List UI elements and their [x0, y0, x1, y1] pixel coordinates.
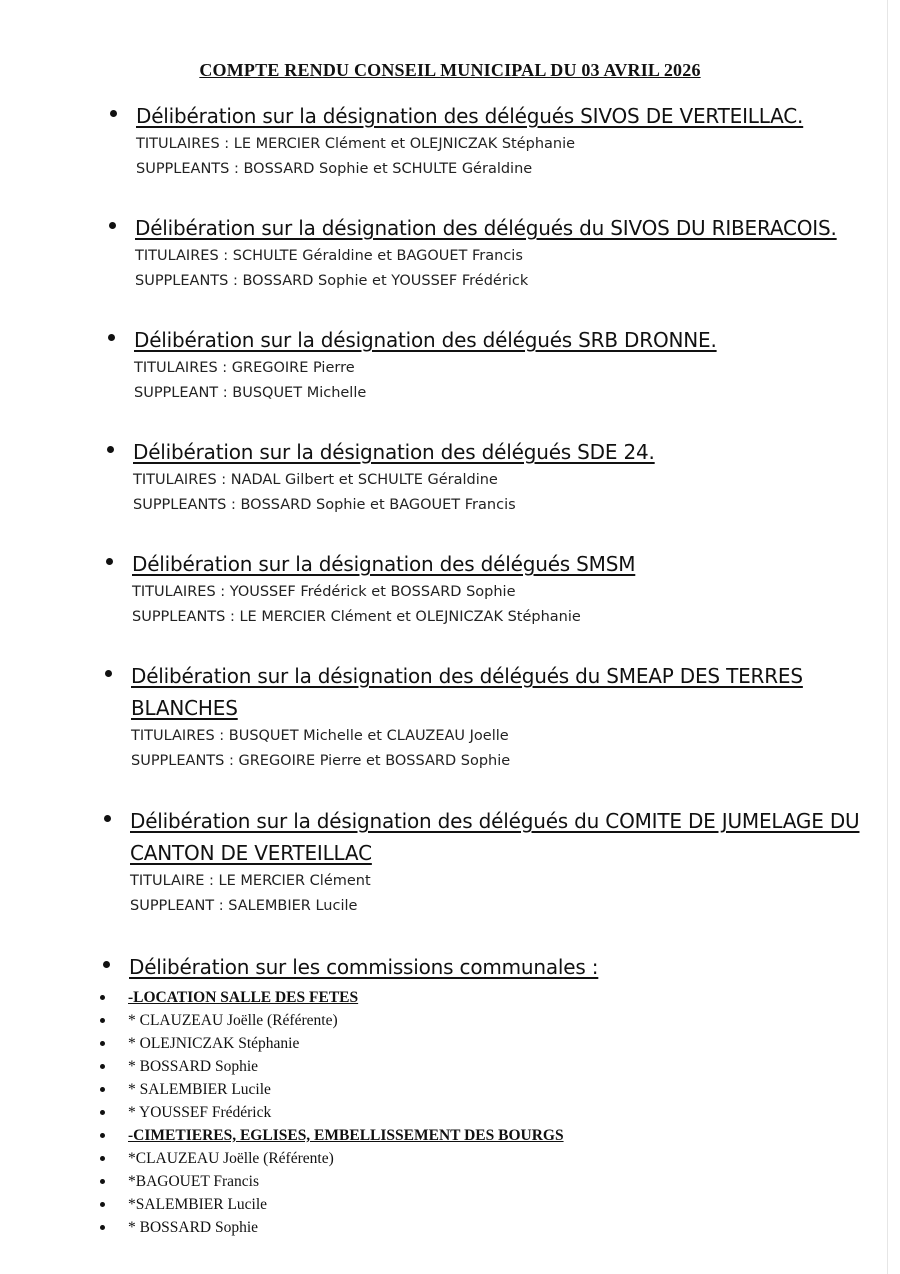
bullet-icon: [110, 110, 117, 117]
list-item: [100, 1101, 564, 1124]
section-smsm: [106, 548, 635, 630]
section-heading: Délibération sur la désignation des délégués SDE 24.: [133, 440, 655, 464]
suppleant-line: SUPPLEANT : SALEMBIER Lucile: [130, 898, 358, 914]
suppleants-line: SUPPLEANTS : GREGOIRE Pierre et BOSSARD Sophie: [131, 753, 511, 769]
page-edge-line: [887, 0, 888, 1274]
section-heading: Délibération sur la désignation des délégués du COMITE DE JUMELAGE DU: [130, 809, 860, 833]
bullet-icon: [106, 558, 113, 565]
document-title: COMPTE RENDU CONSEIL MUNICIPAL DU 03 AVRIL 2026: [199, 60, 701, 80]
member-name: *BAGOUET Francis: [128, 1173, 260, 1190]
titulaires-line: TITULAIRES : SCHULTE Géraldine et BAGOUET Francis: [135, 248, 523, 264]
section-heading-continued: BLANCHES: [131, 696, 238, 720]
list-item: [100, 1216, 564, 1239]
bullet-icon: [100, 1018, 105, 1023]
commission-title: -CIMETIERES, EGLISES, EMBELLISSEMENT DES BOURGS: [128, 1127, 564, 1144]
bullet-icon: [100, 1110, 105, 1115]
titulaires-line: TITULAIRES : GREGOIRE Pierre: [134, 360, 355, 376]
bullet-icon: [100, 1156, 105, 1161]
bullet-icon: [105, 670, 112, 677]
titulaire-line: TITULAIRE : LE MERCIER Clément: [130, 873, 371, 889]
member-name: * BOSSARD Sophie: [128, 1058, 259, 1075]
bullet-icon: [109, 222, 116, 229]
section-sivos-verteillac: [110, 100, 803, 182]
commission-list: [100, 986, 564, 1239]
member-name: * CLAUZEAU Joëlle (Référente): [128, 1012, 338, 1029]
section-heading: Délibération sur la désignation des délégués du SMEAP DES TERRES: [131, 664, 803, 688]
list-item: [100, 1055, 564, 1078]
member-name: *SALEMBIER Lucile: [128, 1196, 268, 1213]
section-sde24: [107, 436, 655, 518]
member-name: * OLEJNICZAK Stéphanie: [128, 1035, 300, 1052]
commission-header: [100, 986, 564, 1009]
bullet-icon: [104, 815, 111, 822]
member-name: * BOSSARD Sophie: [128, 1219, 259, 1236]
bullet-icon: [100, 995, 105, 1000]
commission-header: [100, 1124, 564, 1147]
titulaires-line: TITULAIRES : NADAL Gilbert et SCHULTE Géraldine: [133, 472, 498, 488]
member-name: * SALEMBIER Lucile: [128, 1081, 271, 1098]
section-commissions-communales: [103, 951, 598, 983]
section-smeap-terres-blanches: [105, 660, 803, 774]
member-name: *CLAUZEAU Joëlle (Référente): [128, 1150, 334, 1167]
section-heading: Délibération sur la désignation des délégués du SIVOS DU RIBERACOIS.: [135, 216, 837, 240]
list-item: [100, 1193, 564, 1216]
list-item: [100, 1009, 564, 1032]
section-heading: Délibération sur les commissions communales :: [129, 955, 599, 979]
section-comite-jumelage: [104, 805, 859, 919]
suppleant-line: SUPPLEANT : BUSQUET Michelle: [134, 385, 367, 401]
bullet-icon: [100, 1133, 105, 1138]
bullet-icon: [103, 961, 110, 968]
list-item: [100, 1032, 564, 1055]
bullet-icon: [100, 1179, 105, 1184]
bullet-icon: [107, 446, 114, 453]
bullet-icon: [108, 334, 115, 341]
suppleants-line: SUPPLEANTS : BOSSARD Sophie et YOUSSEF Frédérick: [135, 273, 529, 289]
bullet-icon: [100, 1087, 105, 1092]
suppleants-line: SUPPLEANTS : BOSSARD Sophie et BAGOUET Francis: [133, 497, 516, 513]
bullet-icon: [100, 1225, 105, 1230]
bullet-icon: [100, 1202, 105, 1207]
list-item: [100, 1078, 564, 1101]
section-sivos-riberacois: [109, 212, 837, 294]
list-item: [100, 1147, 564, 1170]
list-item: [100, 1170, 564, 1193]
suppleants-line: SUPPLEANTS : BOSSARD Sophie et SCHULTE Géraldine: [136, 161, 533, 177]
bullet-icon: [100, 1064, 105, 1069]
section-heading: Délibération sur la désignation des délégués SRB DRONNE.: [134, 328, 717, 352]
suppleants-line: SUPPLEANTS : LE MERCIER Clément et OLEJNICZAK Stéphanie: [132, 609, 581, 625]
titulaires-line: TITULAIRES : BUSQUET Michelle et CLAUZEAU Joelle: [131, 728, 509, 744]
section-srb-dronne: [108, 324, 717, 406]
titulaires-line: TITULAIRES : LE MERCIER Clément et OLEJNICZAK Stéphanie: [136, 136, 576, 152]
section-heading: Délibération sur la désignation des délégués SIVOS DE VERTEILLAC.: [136, 104, 804, 128]
titulaires-line: TITULAIRES : YOUSSEF Frédérick et BOSSARD Sophie: [132, 584, 516, 600]
member-name: * YOUSSEF Frédérick: [128, 1104, 272, 1121]
bullet-icon: [100, 1041, 105, 1046]
commission-title: -LOCATION SALLE DES FETES: [128, 989, 359, 1006]
section-heading: Délibération sur la désignation des délégués SMSM: [132, 552, 636, 576]
section-heading-continued: CANTON DE VERTEILLAC: [130, 841, 372, 865]
